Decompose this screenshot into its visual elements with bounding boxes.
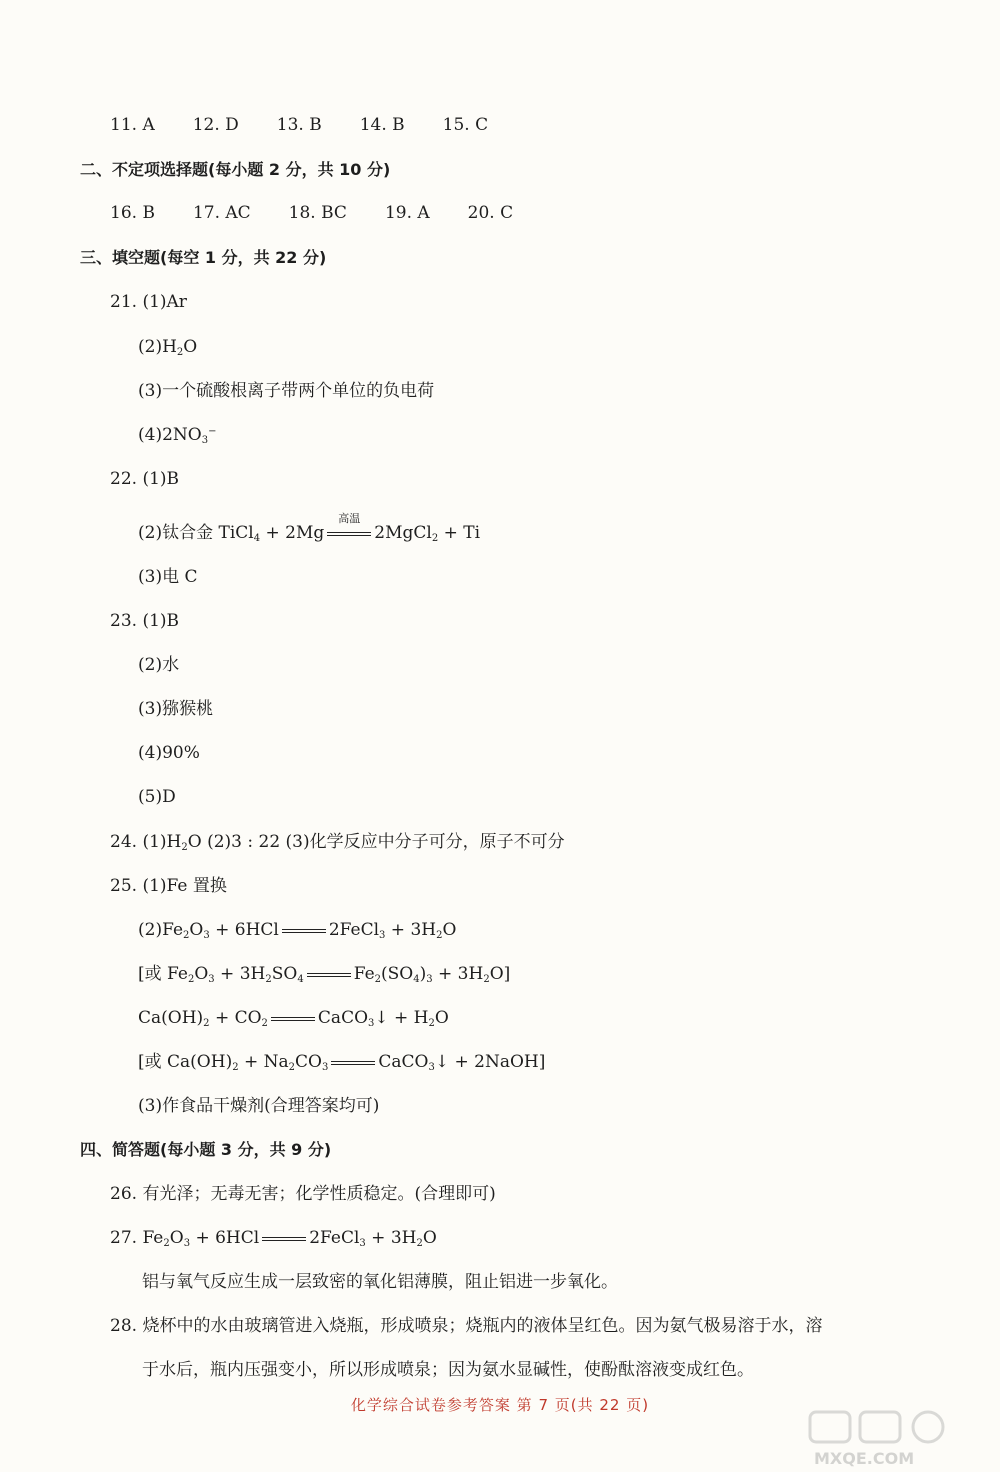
q25-equation-1-alt: [或 $Fe_2O_3 + 3H_2SO_4$ $Fe_2(SO_4)_3 + 3H_2O$] [138, 964, 511, 985]
q24-answer: 24. $(1)H_2O$ (2)3 : 22 (3)化学反应中分子可分，原子不可分 [110, 832, 565, 853]
q23-part1: 23. (1)B [110, 611, 180, 631]
q26-answer: 26. 有光泽；无毒无害；化学性质稳定。(合理即可) [110, 1184, 496, 1204]
answer-15: 15. C [442, 115, 489, 135]
reaction-condition: 高温 [326, 522, 372, 544]
answer-11: 11. A [110, 115, 155, 135]
watermark-logo [806, 1408, 986, 1468]
answer-20: 20. C [467, 203, 514, 223]
q22-part3: (3)电 C [138, 567, 198, 587]
q27-equation: 27. $Fe_2O_3 + 6HCl$ 2FeCl$_3$ + $3H_2O$ [110, 1228, 437, 1249]
answer-row-11-15 [110, 114, 526, 136]
answer-12: 12. D [192, 115, 239, 135]
q22-part2: (2)钛合金 TiCl$_4$ + 2Mg 高温 2MgCl$_2$ + Ti [138, 512, 481, 544]
q25-equation-2: $Ca(OH)_2 + CO_2$ CaCO$_3$↓ + $H_2O$ [138, 1008, 449, 1029]
q23-part5: (5)D [138, 787, 176, 807]
q25-part1: 25. (1)Fe 置换 [110, 876, 227, 896]
q28-line1: 28. 烧杯中的水由玻璃管进入烧瓶，形成喷泉；烧瓶内的液体呈红色。因为氨气极易溶于水，溶 [110, 1316, 823, 1336]
q21-part4: $(4)2NO_3^-$ [138, 425, 217, 446]
q23-part2: (2)水 [138, 655, 180, 675]
section-2-heading: 二、不定项选择题(每小题 2 分，共 10 分) [80, 160, 391, 179]
answer-18: 18. BC [288, 203, 347, 223]
q21-part1: 21. (1)Ar [110, 292, 187, 312]
section-4-heading: 四、简答题(每小题 3 分，共 9 分) [80, 1140, 332, 1159]
q27-explanation: 铝与氧气反应生成一层致密的氧化铝薄膜，阻止铝进一步氧化。 [142, 1272, 618, 1292]
q22-part1: 22. (1)B [110, 469, 180, 489]
answer-16: 16. B [110, 203, 155, 223]
answer-row-16-20 [110, 202, 551, 224]
svg-text:MXQE.COM: MXQE.COM [814, 1449, 915, 1468]
q23-part3: (3)猕猴桃 [138, 699, 214, 719]
q21-part2: $(2)H_2O$ [138, 337, 198, 358]
answer-17: 17. AC [192, 203, 251, 223]
q25-equation-2-alt: [或 $Ca(OH)_2 + Na_2CO_3$ CaCO$_3$↓ + 2NaOH] [138, 1052, 546, 1073]
q21-part3: (3)一个硫酸根离子带两个单位的负电荷 [138, 381, 435, 401]
q25-part3: (3)作食品干燥剂(合理答案均可) [138, 1096, 380, 1116]
answer-14: 14. B [359, 115, 405, 135]
q25-equation-1: $(2)Fe_2O_3 + 6HCl$ 2FeCl$_3$ + $3H_2O$ [138, 920, 457, 941]
answer-13: 13. B [276, 115, 322, 135]
q23-part4: (4)90% [138, 743, 200, 763]
page-footer: 化学综合试卷参考答案 第 7 页(共 22 页) [350, 1396, 650, 1414]
q28-line2: 于水后，瓶内压强变小，所以形成喷泉；因为氨水显碱性，使酚酞溶液变成红色。 [142, 1360, 754, 1380]
answer-19: 19. A [384, 203, 430, 223]
section-3-heading: 三、填空题(每空 1 分，共 22 分) [80, 248, 327, 267]
